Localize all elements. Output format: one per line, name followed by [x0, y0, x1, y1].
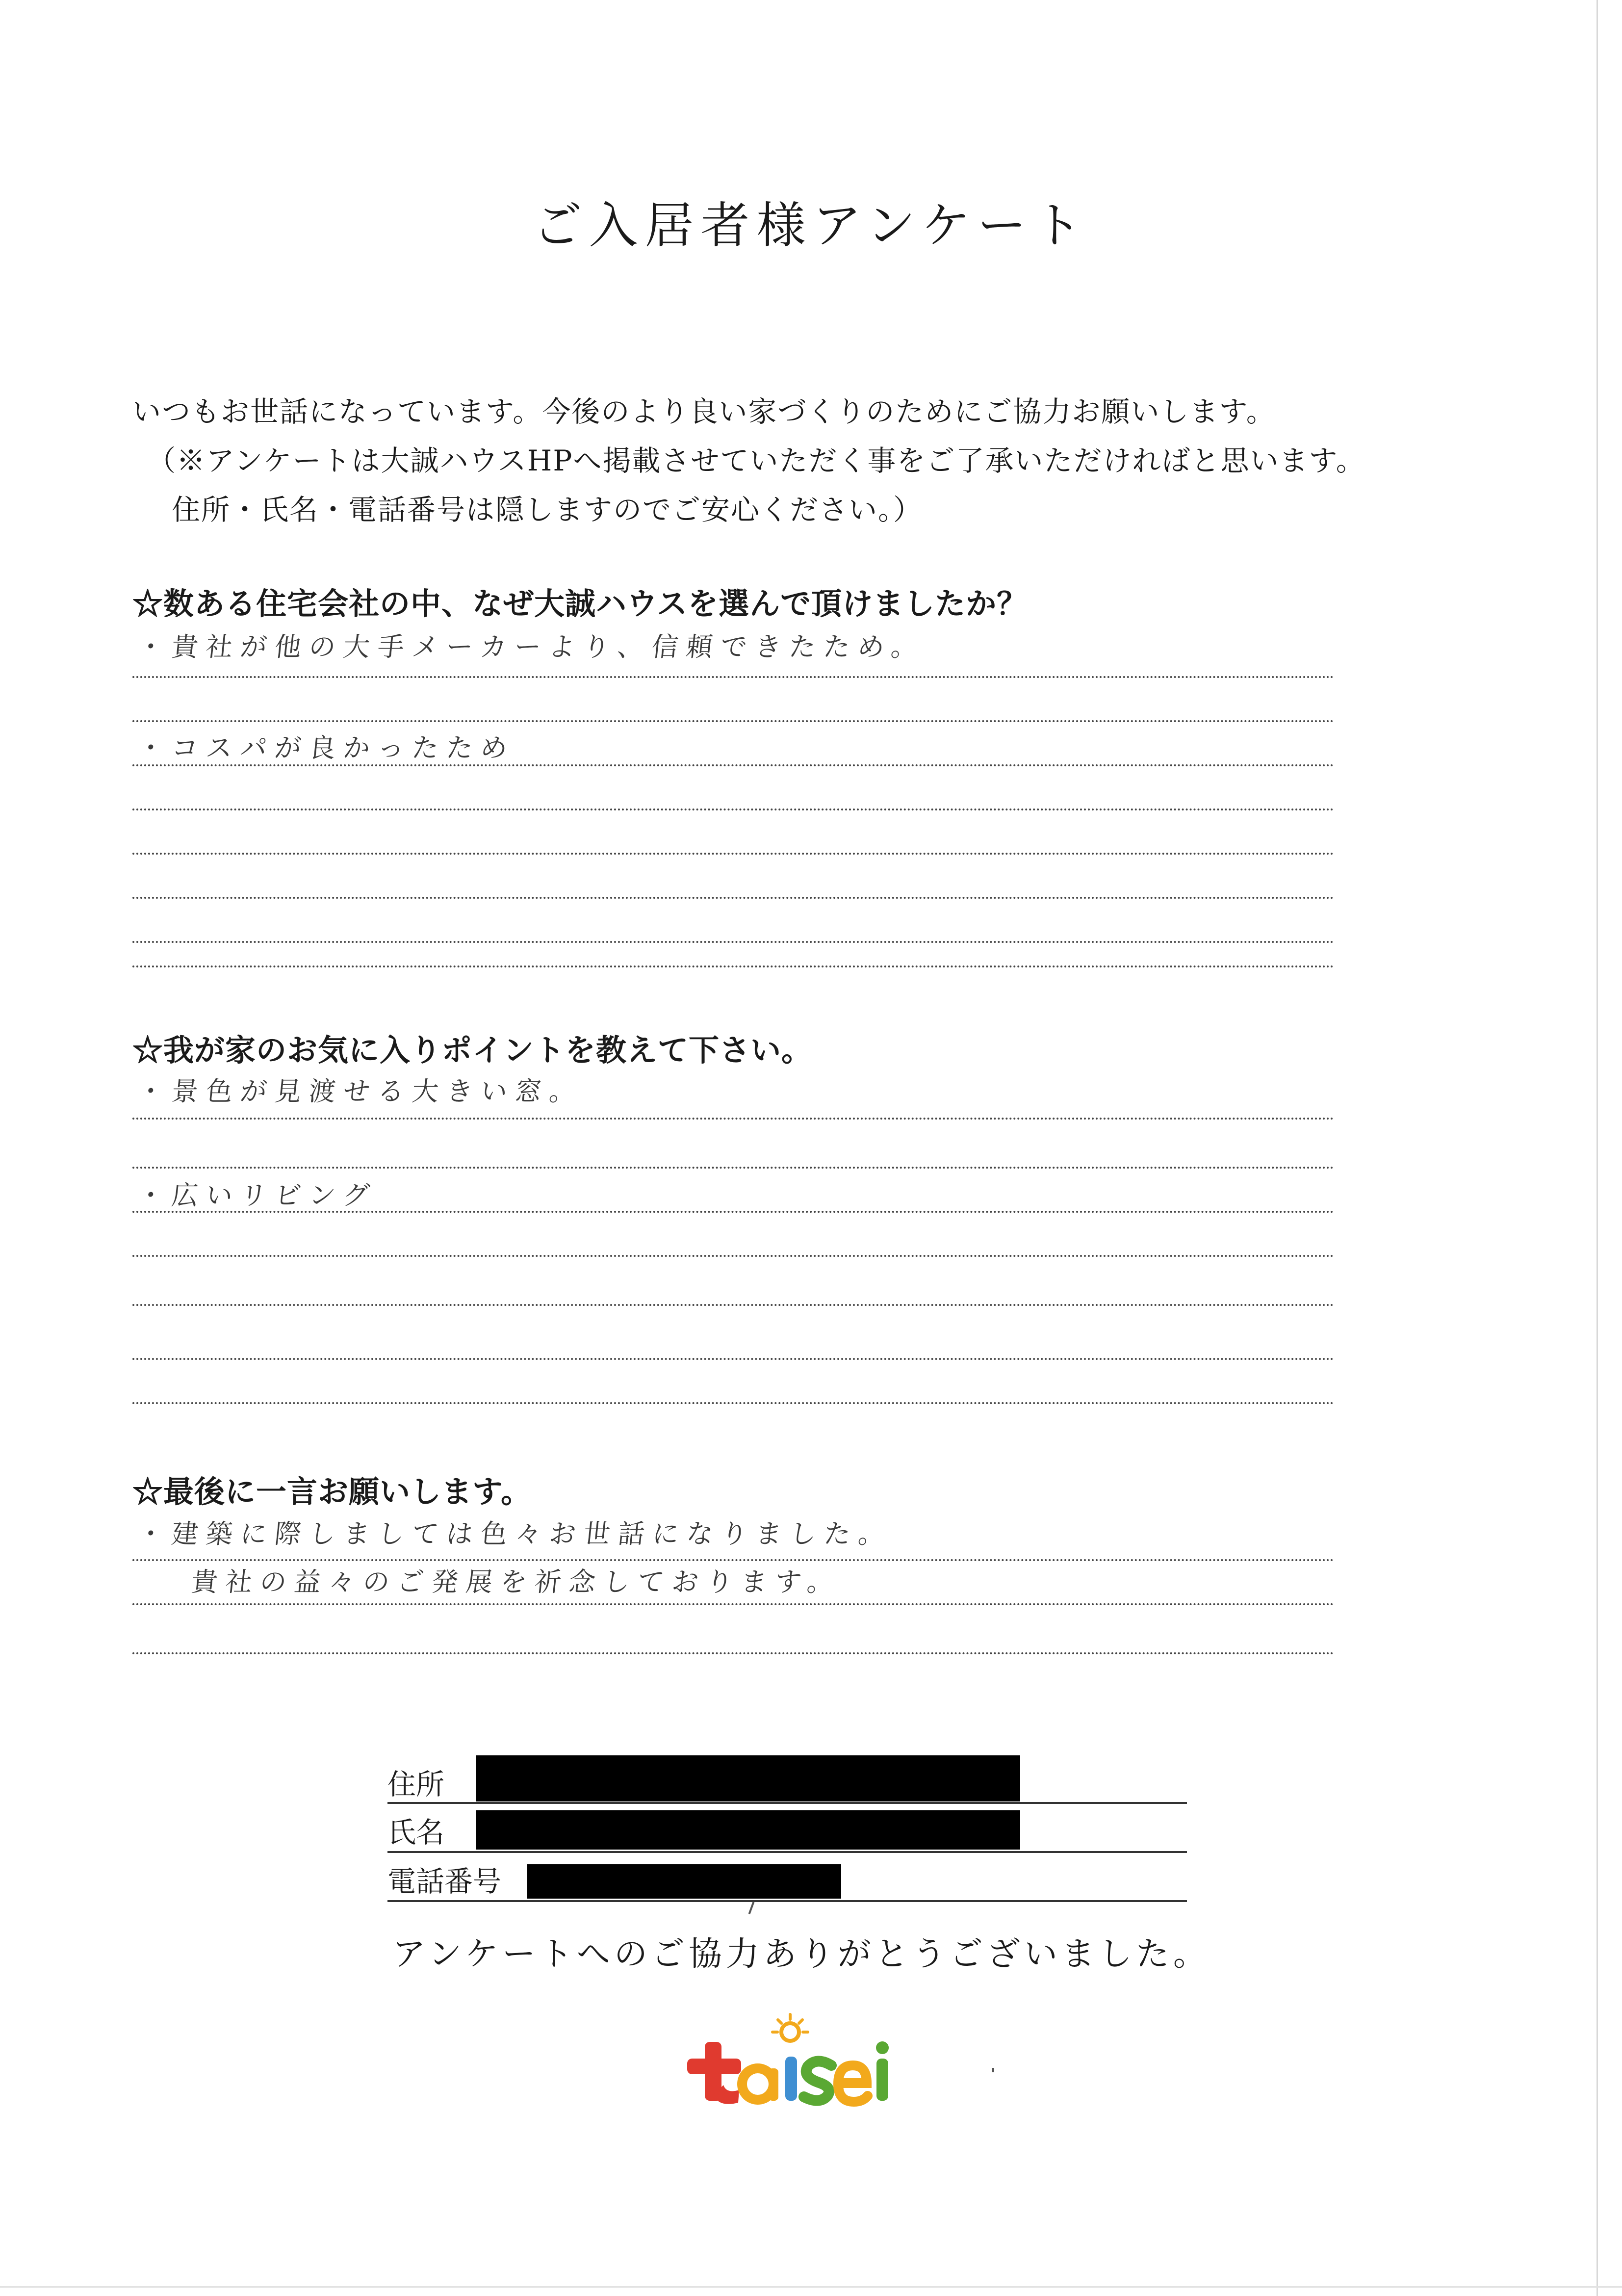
answer-1-1: ・貴社が他の大手メーカーより、信頼できたため。 — [135, 631, 927, 662]
answer-line — [132, 1167, 1334, 1169]
address-redaction — [476, 1755, 1020, 1801]
name-label: 氏名 — [387, 1816, 445, 1849]
answer-2-1: ・景色が見渡せる大きい窓。 — [135, 1076, 586, 1107]
answer-line — [132, 1118, 1334, 1120]
answer-line — [132, 853, 1334, 855]
intro-line-1: いつもお世話になっています。今後のより良い家づくりのためにご協力お願いします。 — [132, 395, 1276, 428]
logo-letter-t — [687, 2042, 741, 2104]
scan-edge-bottom — [0, 2286, 1622, 2288]
answer-3-2: 貴社の益々のご発展を祈念しております。 — [189, 1566, 844, 1597]
answer-3-1: ・建築に際しましては色々お世話になりました。 — [135, 1518, 895, 1549]
page-title: ご入居者様アンケート — [533, 197, 1089, 254]
name-redaction — [476, 1810, 1020, 1850]
answer-line — [132, 1652, 1334, 1654]
phone-underline — [387, 1900, 1187, 1902]
address-underline — [387, 1802, 1187, 1804]
logo-letter-a — [742, 2068, 778, 2101]
question-2-heading: ☆我が家のお気に入りポイントを教えて下さい。 — [132, 1032, 813, 1068]
answer-2-2: ・広いリビング — [135, 1180, 379, 1211]
answer-line — [132, 1603, 1334, 1605]
question-3-heading: ☆最後に一言お願いします。 — [132, 1474, 532, 1510]
phone-label: 電話番号 — [387, 1865, 502, 1898]
logo-letter-i-2 — [876, 2041, 889, 2101]
answer-line — [132, 720, 1334, 722]
answer-1-2: ・コスパが良かったため — [135, 732, 517, 763]
answer-line — [132, 1402, 1334, 1404]
answer-line — [132, 676, 1334, 678]
sun-icon — [772, 2014, 808, 2041]
thank-you-message: アンケートへのご協力ありがとうございました。 — [392, 1935, 1210, 1974]
intro-line-3: 住所・氏名・電話番号は隠しますのでご安心ください。） — [172, 493, 923, 526]
answer-line — [132, 809, 1334, 810]
answer-line — [132, 1255, 1334, 1257]
answer-line — [132, 897, 1334, 899]
address-label: 住所 — [387, 1768, 445, 1801]
answer-line — [132, 1304, 1334, 1306]
name-underline — [387, 1851, 1187, 1853]
answer-line — [132, 1559, 1334, 1561]
pen-mark — [748, 1902, 755, 1914]
taisei-logo — [684, 2011, 905, 2114]
logo-letter-s — [804, 2061, 831, 2100]
intro-line-2: （※アンケートは大誠ハウスHPへ掲載させていただく事をご了承いただければと思います。 — [147, 444, 1365, 477]
logo-letter-e — [838, 2065, 868, 2102]
logo-letter-i — [785, 2057, 797, 2101]
answer-line — [132, 941, 1334, 943]
phone-redaction — [527, 1864, 841, 1899]
scan-speck — [992, 2068, 994, 2072]
answer-line — [132, 1211, 1334, 1213]
answer-line — [132, 965, 1334, 967]
answer-line — [132, 764, 1334, 766]
question-1-heading: ☆数ある住宅会社の中、なぜ大誠ハウスを選んで頂けましたか？ — [132, 586, 1028, 622]
scan-edge-right — [1596, 0, 1598, 2296]
answer-line — [132, 1358, 1334, 1360]
